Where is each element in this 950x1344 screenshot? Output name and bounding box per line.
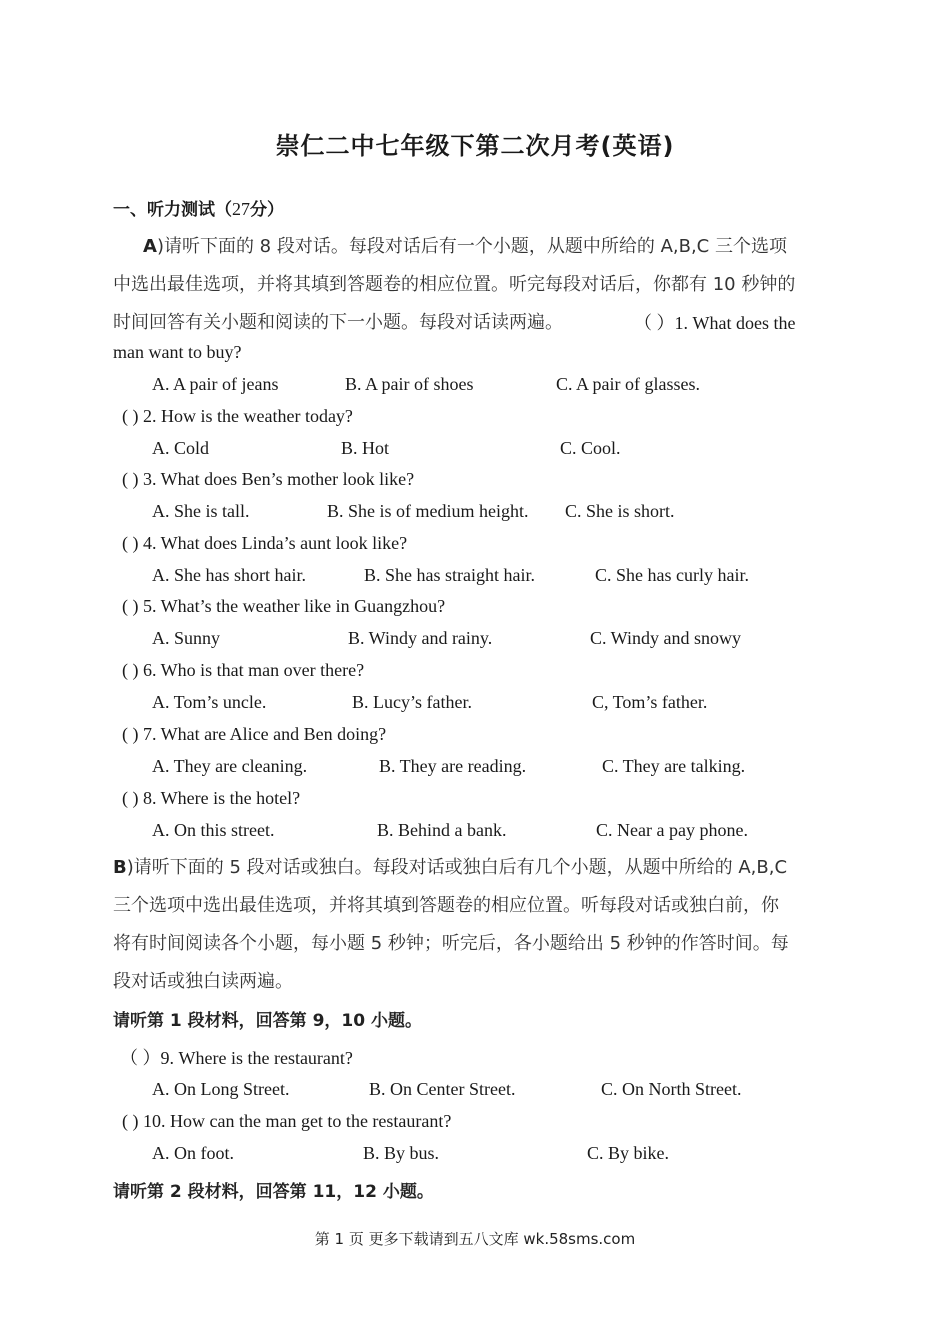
question-1-option-a: A. A pair of jeans bbox=[152, 374, 279, 394]
question-8-option-a: A. On this street. bbox=[152, 820, 275, 840]
group-1-heading: 请听第 1 段材料，回答第 9，10 小题。 bbox=[113, 1011, 422, 1031]
question-4-option-a: A. She has short hair. bbox=[152, 565, 306, 585]
question-2-option-c: C. Cool. bbox=[560, 438, 621, 458]
part-a-instruction-line-2: 中选出最佳选项，并将其填到答题卷的相应位置。听完每段对话后，你都有 10 秒钟的 bbox=[113, 274, 796, 295]
group-2-heading: 请听第 2 段材料，回答第 11，12 小题。 bbox=[113, 1182, 434, 1202]
part-b-instruction-line-3: 将有时间阅读各个小题，每小题 5 秒钟；听完后，各小题给出 5 秒钟的作答时间。每 bbox=[113, 933, 789, 954]
question-2-option-a: A. Cold bbox=[152, 438, 210, 458]
question-9-option-c: C. On North Street. bbox=[601, 1079, 742, 1099]
question-10-option-c: C. By bike. bbox=[587, 1143, 670, 1163]
question-10-option-b: B. By bus. bbox=[363, 1143, 440, 1163]
part-a-instruction-line-3: 时间回答有关小题和阅读的下一小题。每段对话读两遍。 bbox=[113, 312, 563, 333]
question-1-stem: （ ）1. What does the bbox=[634, 313, 796, 333]
question-3-option-a: A. She is tall. bbox=[152, 501, 250, 521]
question-3-option-b: B. She is of medium height. bbox=[327, 501, 529, 521]
question-9-stem: （ ）9. Where is the restaurant? bbox=[120, 1048, 353, 1068]
question-7-option-b: B. They are reading. bbox=[379, 756, 527, 776]
question-6-option-b: B. Lucy’s father. bbox=[352, 692, 472, 712]
question-5-stem: ( ) 5. What’s the weather like in Guangzhou? bbox=[122, 596, 446, 616]
question-6-option-a: A. Tom’s uncle. bbox=[152, 692, 267, 712]
question-2-option-b: B. Hot bbox=[341, 438, 390, 458]
question-5-option-b: B. Windy and rainy. bbox=[348, 628, 493, 648]
question-6-option-c: C, Tom’s father. bbox=[592, 692, 708, 712]
question-4-option-b: B. She has straight hair. bbox=[364, 565, 535, 585]
question-7-option-c: C. They are talking. bbox=[602, 756, 746, 776]
question-10-option-a: A. On foot. bbox=[152, 1143, 234, 1163]
question-5-option-c: C. Windy and snowy bbox=[590, 628, 741, 648]
question-1-option-b: B. A pair of shoes bbox=[345, 374, 474, 394]
question-2-stem: ( ) 2. How is the weather today? bbox=[122, 406, 353, 426]
section-heading-listening: 一、听力测试（27分） bbox=[113, 199, 284, 220]
question-10-stem: ( ) 10. How can the man get to the restaurant? bbox=[122, 1111, 452, 1131]
question-1-option-c: C. A pair of glasses. bbox=[556, 374, 700, 394]
page-footer: 第 1 页 更多下载请到五八文库 wk.58sms.com bbox=[314, 1230, 636, 1248]
question-7-stem: ( ) 7. What are Alice and Ben doing? bbox=[122, 724, 387, 744]
question-9-option-b: B. On Center Street. bbox=[369, 1079, 516, 1099]
part-b-instruction-line-4: 段对话或独白读两遍。 bbox=[113, 971, 293, 992]
part-b-instruction-line-1: B)请听下面的 5 段对话或独白。每段对话或独白后有几个小题，从题中所给的 A,B,C bbox=[113, 857, 788, 878]
question-1-stem-continued: man want to buy? bbox=[113, 342, 242, 362]
question-7-option-a: A. They are cleaning. bbox=[152, 756, 308, 776]
question-8-option-b: B. Behind a bank. bbox=[377, 820, 507, 840]
question-8-stem: ( ) 8. Where is the hotel? bbox=[122, 788, 301, 808]
page-title: 崇仁二中七年级下第二次月考(英语) bbox=[275, 132, 675, 160]
question-9-option-a: A. On Long Street. bbox=[152, 1079, 290, 1099]
question-3-stem: ( ) 3. What does Ben’s mother look like? bbox=[122, 469, 415, 489]
question-4-option-c: C. She has curly hair. bbox=[595, 565, 749, 585]
part-a-instruction-line-1: A)请听下面的 8 段对话。每段对话后有一个小题，从题中所给的 A,B,C 三个选项 bbox=[143, 236, 787, 257]
part-b-instruction-line-2: 三个选项中选出最佳选项，并将其填到答题卷的相应位置。听每段对话或独白前，你 bbox=[113, 895, 779, 916]
question-4-stem: ( ) 4. What does Linda’s aunt look like? bbox=[122, 533, 408, 553]
question-6-stem: ( ) 6. Who is that man over there? bbox=[122, 660, 365, 680]
question-5-option-a: A. Sunny bbox=[152, 628, 221, 648]
question-3-option-c: C. She is short. bbox=[565, 501, 675, 521]
question-8-option-c: C. Near a pay phone. bbox=[596, 820, 748, 840]
